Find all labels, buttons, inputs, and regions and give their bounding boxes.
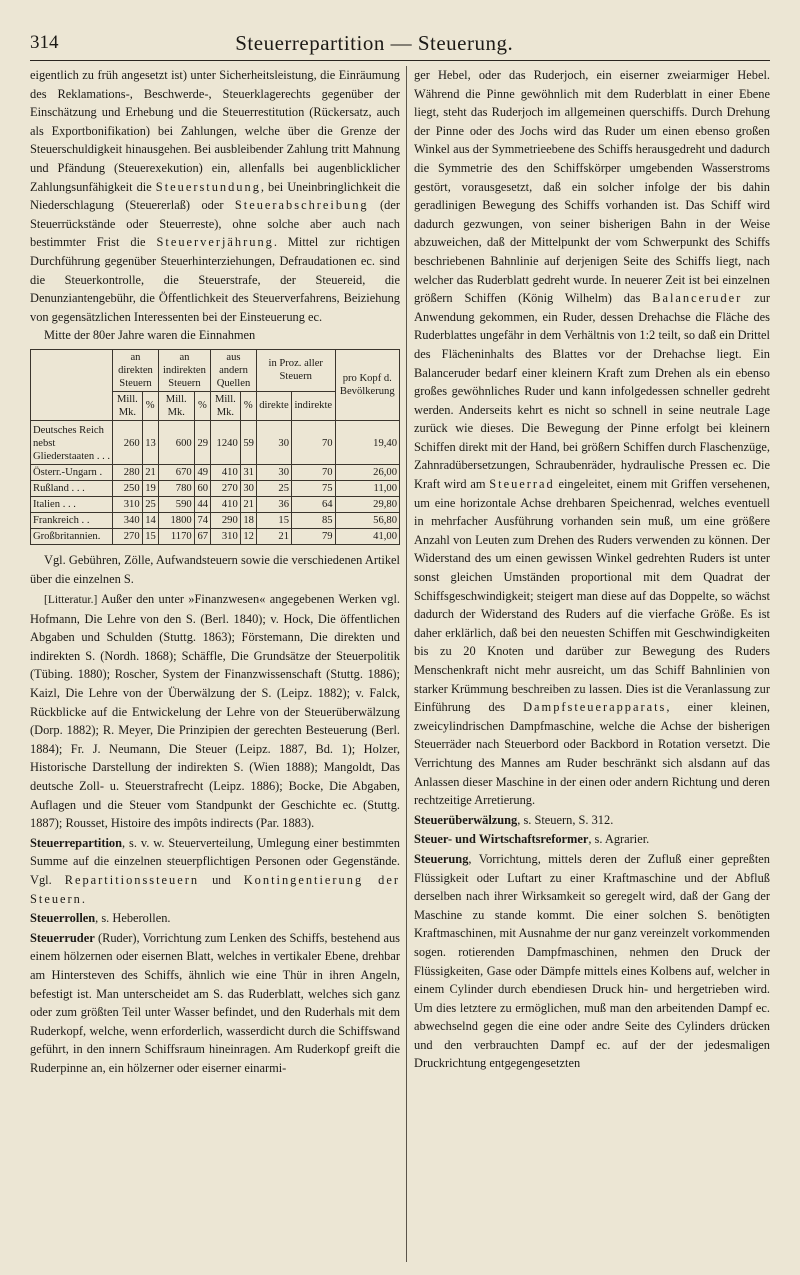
table-country-cell: Rußland . . . (31, 480, 113, 496)
spaced-term: Steuerstundung (155, 179, 261, 194)
table-sub-header: % (194, 391, 210, 420)
table-country-cell: Italien . . . (31, 496, 113, 512)
table-cell: 49 (194, 464, 210, 480)
table-cell: 780 (158, 480, 194, 496)
table-cell: 41,00 (335, 528, 399, 544)
entry-headword: Steuer- und Wirtschaftsreformer (414, 832, 589, 847)
table-cell: 18 (240, 512, 256, 528)
table-cell: 19 (142, 480, 158, 496)
table-cell: 29 (194, 420, 210, 464)
table-cell: 11,00 (335, 480, 399, 496)
text-run: , s. Steuern, S. 312. (517, 812, 614, 827)
left-paragraph-1 (30, 66, 400, 326)
spaced-term: Dampfsteuerapparats (523, 700, 667, 715)
table-cell: 59 (240, 420, 256, 464)
table-row (31, 464, 400, 480)
left-paragraph-3: Vgl. Gebühren, Zölle, Aufwandsteuern sowie die verschiedenen Artikel über die einzelnen S. (30, 552, 400, 586)
table-cell: 13 (142, 420, 158, 464)
text-run: , s. Heberollen. (95, 911, 171, 926)
text-run: (Ruder), Vorrichtung zum Lenken des Schiffs, bestehend aus einem hölzernen oder eisernen Blatt, welches in vertikaler Ebene, drehbar am Hintersteven des Schiffs, ähnlich wie eine Thür in ihren Angeln, befestigt ist. Man unterscheidet am S. das Ruderblatt, welches sich ganz oder zum größten Teil unter Wasser befindet, und den Ruderhals mit dem Ruderkopf, welche, wenn erforderlich, wasserdicht durch die Schiffswand geführt, in den innern Schiffsraum hineinragen. Am Ruderkopf greift die Ruderpinne an, ein hölzerner oder eiserner einarmi- (30, 930, 400, 1075)
text-run: Außer den unter »Finanzwesen« angegebenen Werken vgl. Hofmann, Die Lehre von den S. (Berl. 1840); v. Hock, Die öffentlichen Abgaben und Schulden (Stuttg. 1863); Förstemann, Die direkten und indirekten S. (Nordh. 1868); Schäffle, Die Grundsätze der Steuerpolitik (Tübing. 1880); Roscher, System der Finanzwissenschaft (Stuttg. 1886); Kaizl, Die Lehre von der Überwälzung der S. (Leipz. 1882); v. Falck, Rückblicke auf die Entwickelung der Lehre von der Steuerüberwälzung (Dorp. 1882); R. Meyer, Die Prinzipien der gerechten Besteuerung (Berl. 1884); Fr. J. Neumann, Die Steuer (Leipz. 1887, Bd. 1); Holzer, Historische Darstellung der indirekten S. (Wien 1888); Mangoldt, Das deutsche Zoll- u. Steuerstrafrecht (Leipz. 1886); Bocke, Die Abgaben, Auflagen und die Steuer vom Standpunkt der Geschichte ec. (Stuttg. 1887); Rousset, Histoire des impôts indirects (Par. 1883). (30, 592, 400, 831)
page-header (30, 26, 770, 61)
table-row (31, 480, 400, 496)
table-group-header-row (31, 349, 400, 391)
spaced-term: Balanceruder (652, 291, 743, 306)
table-cell: 14 (142, 512, 158, 528)
table-cell: 60 (194, 480, 210, 496)
text-run: , Vorrichtung, mittels deren der Zufluß einer gepreßten Flüssigkeit oder Luftart zu einer Kraftmaschine und der Abfluß derselben nach ihrer Wirksamkeit so geregelt wird, daß der Gang der Maschine zu stande kommt. Die einer solchen S. benötigten Kraftmaschinen, mit Ausnahme der nur ganz vereinzelt vorkommenden sogen. rotierenden Dampfmaschinen, nehmen den Druck der Flüssigkeiten, Gase oder Dämpfe mittels eines Kolbens auf, welcher in einem Cylinder durch ebendiesen Druck hin- und hergetrieben wird. Um dies letztere zu ermöglichen, muß man den arbeitenden Dampf ec. abwechselnd gegen die eine oder andre Seite des Cylinders drücken und den verbrauchten Dampf ec. auf der der jedesmaligen Druckrichtung entgegengesetzten (414, 851, 770, 1071)
table-cell: 410 (211, 496, 241, 512)
text-run: , s. Agrarier. (588, 832, 650, 847)
table-row (31, 496, 400, 512)
table-sub-header: direkte (256, 391, 291, 420)
table-country-cell: Frankreich . . (31, 512, 113, 528)
table-country-cell: Großbritannien. (31, 528, 113, 544)
left-paragraph-2: Mitte der 80er Jahre waren die Einnahmen (44, 328, 256, 343)
table-cell: 670 (158, 464, 194, 480)
entry-steuerrepartition (30, 834, 400, 908)
text-run: . Mittel zur richtigen Durchführung gegenüber Steuerhinterziehungen, Defraudationen ec. sind die Steuerkontrolle, die Steuerstrafe, der Steuereid, die Denunziantengebühr, die Öffentlichkeit des Steuerverfahrens, Beiziehung von gegensätzlichen Interessenten bei der Einsteuerung ec. (30, 235, 400, 324)
table-cell: 70 (292, 420, 336, 464)
table-cell: 260 (113, 420, 142, 464)
table-cell: 70 (292, 464, 336, 480)
entry-headword: Steuerruder (30, 930, 95, 945)
table-cell: 600 (158, 420, 194, 464)
revenue-table (30, 349, 400, 545)
table-cell: 290 (211, 512, 241, 528)
table-cell: 21 (142, 464, 158, 480)
running-title: Steuerrepartition — Steuerung. (235, 30, 514, 55)
text-run: , bei Uneinbringlichkeit die Niederschlagung (Steuererlaß) oder (30, 179, 400, 213)
table-group-header: an direkten Steuern (113, 349, 159, 391)
table-cell: 30 (240, 480, 256, 496)
table-group-header: aus andern Quellen (211, 349, 257, 391)
table-sub-header: Mill. Mk. (211, 391, 241, 420)
table-country-cell: Deutsches Reich nebst Gliederstaaten . . . (31, 420, 113, 464)
text-run: und (199, 873, 231, 887)
table-cell: 44 (194, 496, 210, 512)
table-cell: 270 (113, 528, 142, 544)
table-cell: 340 (113, 512, 142, 528)
table-cell: 1170 (158, 528, 194, 544)
table-cell: 15 (142, 528, 158, 544)
text-run: , s. v. w. Steuerverteilung, Umlegung einer bestimmten Summe auf die einzelnen steuerpflichtigen Personen oder Gegenstände. Vgl. (30, 835, 400, 887)
table-cell: 85 (292, 512, 336, 528)
table-group-header: in Proz. aller Steuern (256, 349, 335, 391)
text-run: ger Hebel, oder das Ruderjoch, ein eiserner zweiarmiger Hebel. Während die Pinne gewöhnlich mit dem Ruderblatt in einer Ebene liegt, steht das Ruderjoch im allgemeinen querschiffs. Durch Drehung der Pinne oder des Jochs wird das Ruder um einen ebenso großen Winkel aus der Symmetrieebene des Schiffs herausgedreht und dadurch die Symmetrie des den Schiffskörper umgebenden Wasserstroms gestört, vorausgesetzt, daß ein solcher infolge der bis dahin geradlinigen Bewegung des Schiffs vorhanden ist. Das Schiff wird dadurch gezwungen, von seiner bisherigen Bahn in der Weise abzuweichen, daß der Mittelpunkt der vom Schwerpunkt des Schiffs beschriebenen Bahnlinie auf derjenigen Seite des Schiffs liegt, nach welcher das Ruderblatt gedreht wurde. In neuerer Zeit ist bei einzelnen größern Schiffen (König Wilhelm) das (414, 68, 770, 306)
table-corner-cell (31, 349, 113, 420)
text-run: , einer kleinen, zweicylindrischen Dampfmaschine, welche die Achse der bisherigen Steuerräder nach Steuerbord oder Backbord in Rotation versetzt. Die Verrichtung des Mannes am Ruder beschränkt sich alsdann auf das Anlassen dieser Maschine in der einen oder andern Richtung und deren rechtzeitige Arretierung. (414, 700, 770, 808)
table-cell: 30 (256, 420, 291, 464)
table-cell: 79 (292, 528, 336, 544)
table-cell: 15 (256, 512, 291, 528)
table-row (31, 420, 400, 464)
table-cell: 74 (194, 512, 210, 528)
column-divider (406, 66, 407, 1262)
right-paragraph-1 (414, 66, 770, 810)
table-sub-header: % (240, 391, 256, 420)
table-cell: 1800 (158, 512, 194, 528)
table-cell: 280 (113, 464, 142, 480)
table-group-header: pro Kopf d. Bevölkerung (335, 349, 399, 420)
table-cell: 250 (113, 480, 142, 496)
right-column (414, 66, 770, 1266)
table-cell: 36 (256, 496, 291, 512)
spaced-term: Kontingentierung der Steuern (30, 873, 400, 906)
table-cell: 270 (211, 480, 241, 496)
table-cell: 310 (113, 496, 142, 512)
table-cell: 590 (158, 496, 194, 512)
table-cell: 26,00 (335, 464, 399, 480)
table-group-header: an indirekten Steuern (158, 349, 210, 391)
table-cell: 25 (142, 496, 158, 512)
table-row (31, 512, 400, 528)
table-sub-header: Mill. Mk. (113, 391, 142, 420)
table-cell: 21 (256, 528, 291, 544)
table-cell: 310 (211, 528, 241, 544)
spaced-term: Steuerrad (489, 477, 555, 492)
entry-steuerruder (30, 929, 400, 1078)
entry-steuer-und-wirtschaftsreformer (414, 830, 770, 849)
spaced-term: Repartitionssteuern (64, 873, 200, 887)
entry-headword: Steuerung (414, 851, 469, 866)
table-cell: 19,40 (335, 420, 399, 464)
entry-headword: Steuerüberwälzung (414, 812, 518, 827)
text-run: (der Steuerrückstände oder Steuerreste), ohne solche aber auch nach bestimmter Frist die (30, 198, 400, 250)
text-run: . (81, 891, 85, 906)
table-cell: 75 (292, 480, 336, 496)
table-cell: 21 (240, 496, 256, 512)
entry-steuerung (414, 850, 770, 1073)
text-run: eingeleitet, einem mit Griffen versehenen, um eine horizontale Achse drehbaren Speichenrad, welches eventuell in mehrfacher Ausführung vorhanden sein muß, um eine größere Anzahl von Leuten zum Drehen des Ruders verwenden zu können. Der Widerstand des um einen gewissen Winkel gedrehten Ruders ist unter sonst gleichen Umständen proportional mit dem Quadrat der Schiffsgeschwindigkeit; steigert man diese auf das Doppelte, so wächst dadurch der Widerstand des Ruders auf die vierfache Größe. Es ist daher erklärlich, daß bei den neuesten Schiffen mit Geschwindigkeiten bis zu 20 Knoten und darüber zur Bewegung des Ruders Menschenkraft nicht mehr ausreicht, um das Schiff Bahnlinien von starker Krümmung beschreiben zu lassen. Dies ist die Veranlassung zur Einführung des (414, 477, 770, 715)
table-cell: 410 (211, 464, 241, 480)
entry-steuerueberwaelzung (414, 811, 770, 830)
table-sub-header: Mill. Mk. (158, 391, 194, 420)
table-country-cell: Österr.-Ungarn . (31, 464, 113, 480)
table-cell: 25 (256, 480, 291, 496)
entry-steuerrollen (30, 909, 400, 928)
table-cell: 30 (256, 464, 291, 480)
table-cell: 31 (240, 464, 256, 480)
table-cell: 67 (194, 528, 210, 544)
spaced-term: Steuerverjährung (156, 235, 274, 250)
page-number: 314 (30, 32, 59, 53)
table-cell: 56,80 (335, 512, 399, 528)
entry-headword: Steuerrollen (30, 911, 96, 926)
spaced-term: Steuerabschreibung (234, 198, 369, 213)
text-run: zur Anwendung gekommen, ein Ruder, dessen Drehachse die Fläche des Ruderblattes ungefähr in dem Verhältnis von 1:2 teilt, so daß ein Drittel des Flächeninhalts des Blattes vor der Drehachse liegt. Ein Balanceruder bedarf einer kleinern Kraft zum Drehen als ein ebenso großes gewöhnliches Ruder und kann infolgedessen schneller gedreht werden. Anderseits kehrt es nicht so schnell in seine neutrale Lage zurück wie dieses. Die Bewegung der Pinne erfolgt bei kleinern Schiffen direkt mit der Hand, bei größern Schiffen durch Flaschenzüge, Zahnradübersetzungen, Schraubenräder, hydraulische Pressen ec. Die Kraft wird am (414, 291, 770, 492)
table-cell: 12 (240, 528, 256, 544)
left-column (30, 66, 400, 1266)
table-sub-header: indirekte (292, 391, 336, 420)
text-run: eigentlich zu früh angesetzt ist) unter Sicherheitsleistung, die Einräumung des Reklamations-, Beschwerde-, Steuerklagerechts gegenüber der Einschätzung und Erhebung und die Steuerrestitution (Rückersatz, auch als Exportbonifikation) bei Zahlungen, welche über die Grenze der Steuerschuldigkeit hinausgehen. Bei ausbleibender Zahlung tritt Mahnung und Pfändung (Steuerexekution) ein, allenfalls bei augenblicklicher Zahlungsunfähigkeit die (30, 68, 400, 194)
table-cell: 1240 (211, 420, 241, 464)
entry-headword: Steuerrepartition (30, 835, 122, 850)
table-cell: 64 (292, 496, 336, 512)
table-sub-header: % (142, 391, 158, 420)
table-row (31, 528, 400, 544)
literature-tag: [Litteratur.] (44, 594, 98, 607)
literature-paragraph (30, 590, 400, 833)
table-cell: 29,80 (335, 496, 399, 512)
